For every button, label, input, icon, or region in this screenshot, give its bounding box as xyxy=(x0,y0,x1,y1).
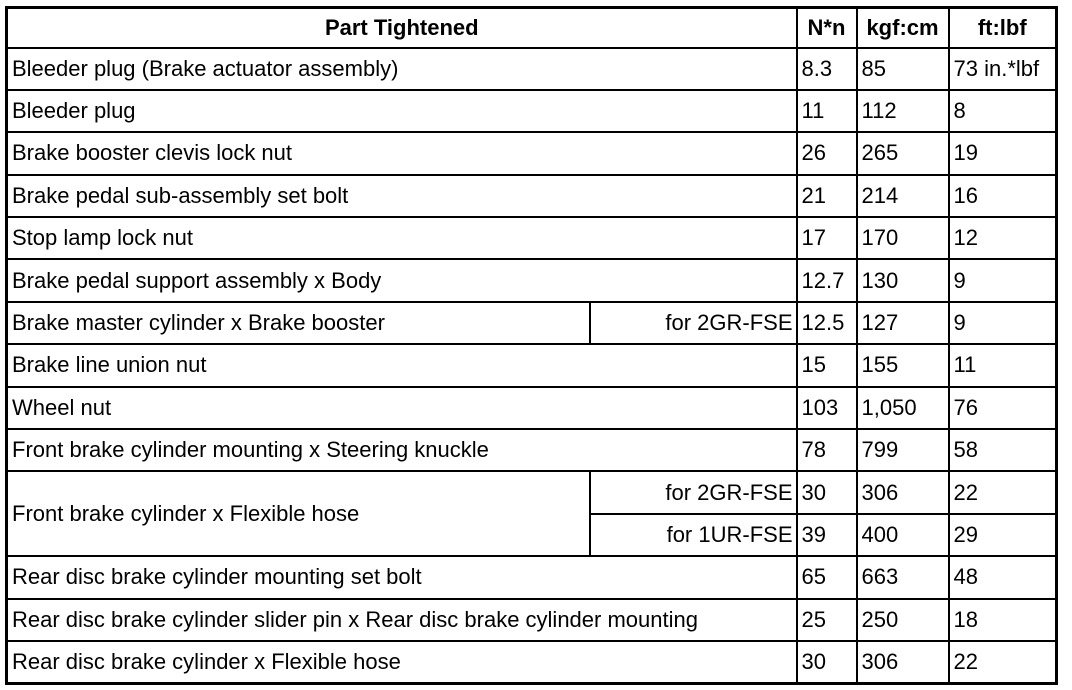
part-cell: Brake master cylinder x Brake booster xyxy=(7,302,590,344)
nm-cell: 11 xyxy=(797,90,857,132)
part-cell: Bleeder plug (Brake actuator assembly) xyxy=(7,48,797,90)
kgf-cell: 155 xyxy=(857,344,949,386)
header-ft-lbf: ft:lbf xyxy=(949,8,1057,48)
kgf-cell: 214 xyxy=(857,175,949,217)
ft-cell: 73 in.*lbf xyxy=(949,48,1057,90)
condition-cell: for 1UR-FSE xyxy=(590,514,797,556)
part-cell: Front brake cylinder x Flexible hose xyxy=(7,471,590,556)
nm-cell: 12.5 xyxy=(797,302,857,344)
ft-cell: 8 xyxy=(949,90,1057,132)
ft-cell: 9 xyxy=(949,302,1057,344)
kgf-cell: 1,050 xyxy=(857,387,949,429)
table-row xyxy=(7,175,1057,217)
nm-cell: 30 xyxy=(797,641,857,683)
kgf-cell: 663 xyxy=(857,556,949,598)
torque-spec-table-container xyxy=(5,6,1058,685)
nm-cell: 8.3 xyxy=(797,48,857,90)
table-row xyxy=(7,387,1057,429)
table-row xyxy=(7,302,1057,344)
ft-cell: 16 xyxy=(949,175,1057,217)
part-cell: Rear disc brake cylinder x Flexible hose xyxy=(7,641,797,683)
table-row xyxy=(7,471,1057,513)
header-part-tightened: Part Tightened xyxy=(7,8,797,48)
nm-cell: 103 xyxy=(797,387,857,429)
nm-cell: 30 xyxy=(797,471,857,513)
nm-cell: 15 xyxy=(797,344,857,386)
kgf-cell: 85 xyxy=(857,48,949,90)
kgf-cell: 127 xyxy=(857,302,949,344)
header-kgf-cm: kgf:cm xyxy=(857,8,949,48)
table-row xyxy=(7,217,1057,259)
nm-cell: 78 xyxy=(797,429,857,471)
ft-cell: 11 xyxy=(949,344,1057,386)
nm-cell: 21 xyxy=(797,175,857,217)
ft-cell: 22 xyxy=(949,641,1057,683)
table-row xyxy=(7,556,1057,598)
ft-cell: 18 xyxy=(949,599,1057,641)
kgf-cell: 130 xyxy=(857,259,949,301)
nm-cell: 17 xyxy=(797,217,857,259)
ft-cell: 19 xyxy=(949,132,1057,174)
kgf-cell: 306 xyxy=(857,641,949,683)
kgf-cell: 250 xyxy=(857,599,949,641)
nm-cell: 39 xyxy=(797,514,857,556)
part-cell: Bleeder plug xyxy=(7,90,797,132)
nm-cell: 65 xyxy=(797,556,857,598)
part-cell: Brake pedal sub-assembly set bolt xyxy=(7,175,797,217)
kgf-cell: 306 xyxy=(857,471,949,513)
part-cell: Brake booster clevis lock nut xyxy=(7,132,797,174)
ft-cell: 9 xyxy=(949,259,1057,301)
table-row xyxy=(7,344,1057,386)
part-cell: Stop lamp lock nut xyxy=(7,217,797,259)
ft-cell: 58 xyxy=(949,429,1057,471)
nm-cell: 12.7 xyxy=(797,259,857,301)
ft-cell: 12 xyxy=(949,217,1057,259)
ft-cell: 22 xyxy=(949,471,1057,513)
kgf-cell: 799 xyxy=(857,429,949,471)
kgf-cell: 112 xyxy=(857,90,949,132)
condition-cell: for 2GR-FSE xyxy=(590,302,797,344)
table-row xyxy=(7,641,1057,683)
table-header-row xyxy=(7,8,1057,48)
header-nm: N*n xyxy=(797,8,857,48)
table-row xyxy=(7,259,1057,301)
nm-cell: 26 xyxy=(797,132,857,174)
part-cell: Front brake cylinder mounting x Steering knuckle xyxy=(7,429,797,471)
table-row xyxy=(7,132,1057,174)
ft-cell: 29 xyxy=(949,514,1057,556)
ft-cell: 48 xyxy=(949,556,1057,598)
kgf-cell: 400 xyxy=(857,514,949,556)
part-cell: Brake pedal support assembly x Body xyxy=(7,259,797,301)
kgf-cell: 170 xyxy=(857,217,949,259)
torque-spec-table xyxy=(5,6,1058,685)
part-cell: Rear disc brake cylinder slider pin x Rear disc brake cylinder mounting xyxy=(7,599,797,641)
nm-cell: 25 xyxy=(797,599,857,641)
table-row xyxy=(7,599,1057,641)
part-cell: Rear disc brake cylinder mounting set bolt xyxy=(7,556,797,598)
kgf-cell: 265 xyxy=(857,132,949,174)
condition-cell: for 2GR-FSE xyxy=(590,471,797,513)
table-row xyxy=(7,48,1057,90)
part-cell: Wheel nut xyxy=(7,387,797,429)
table-row xyxy=(7,429,1057,471)
part-cell: Brake line union nut xyxy=(7,344,797,386)
ft-cell: 76 xyxy=(949,387,1057,429)
table-row xyxy=(7,90,1057,132)
